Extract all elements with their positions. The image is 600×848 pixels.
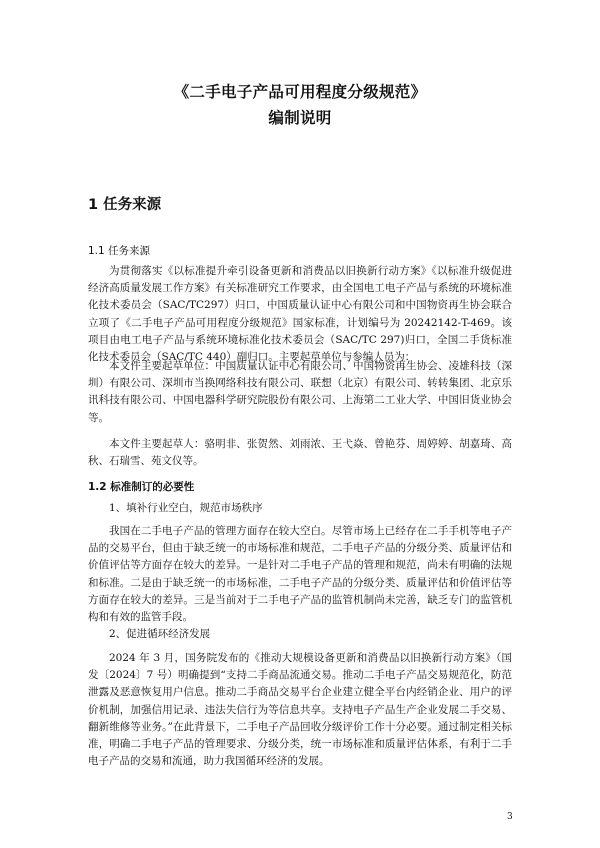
paragraph: 本文件主要起草人：骆明非、张贺然、刘雨浓、王弋焱、曾艳芬、周婷婷、胡嘉琦、高秋、石瑞雪、苑文仪等。: [88, 438, 512, 468]
page-number: 3: [507, 812, 513, 822]
section-heading: 1 任务来源: [88, 197, 162, 213]
subsection-heading: 1.1 任务来源: [88, 245, 151, 257]
paragraph: 2024 年 3 月，国务院发布的《推动大规模设备更新和消费品以旧换新行动方案》（国发〔2024〕7 号）明确提到“支持二手商品流通交易。推动二手电子产品交易规范化，防范泄露及恶意恢复用户信息。推动二手商品交易平台企业建立健全平台内经销企业、用户的评价机制，加强信用记录、违法失信行为等信息共享。支持电子产品生产企业发展二手交易、翻新维修等业务。”在此背景下，二手电子产品回收分级评价工作十分必要。通过制定相关标准，明确二手电子产品的管理要求、分级分类，统一市场标准和质量评估体系，有利于二手电子产品的交易和流通，助力我国循环经济的发展。: [88, 652, 512, 768]
paragraph: 我国在二手电子产品的管理方面存在较大空白。尽管市场上已经存在二手手机等电子产品的交易平台，但由于缺乏统一的市场标准和规范，二手电子产品的分级分类、质量评估和价值评估等方面存在较大的差异。一是针对二手电子产品的管理和规范，尚未有明确的法规和标准。二是由于缺乏统一的市场标准，二手电子产品的分级分类、质量评估和价值评估等方面存在较大的差异。三是当前对于二手电子产品的监管机制尚未完善，缺乏专门的监管机构和有效的监管手段。: [88, 525, 512, 624]
paragraph: 本文件主要起草单位：中国质量认证中心有限公司、中国物资再生协会、凌雄科技（深圳）有限公司、深圳市当换网络科技有限公司、联想（北京）有限公司、转转集团、北京乐讯科技有限公司、中国电器科学研究院股份有限公司、上海第二工业大学、中国旧货业协会等。: [88, 360, 512, 424]
paragraph: 为贯彻落实《以标准提升牵引设备更新和消费品以旧换新行动方案》《以标准升级促进经济高质量发展工作方案》有关标准研究工作要求，由全国电工电子产品与系统的环境标准化技术委员会（SAC/TC297）归口，中国质量认证中心有限公司和中国物资再生协会联合立项了《二手电子产品可用程度分级规范》国家标准，计划编号为 20242142-T-469。该项目由电工电子产品与系统环境标准化技术委员会（SAC/TC 297)归口，全国二手货标准化技术委员会（SAC/TC 440）副归口。主要起草单位与参编人员为：: [88, 265, 512, 364]
list-item: 2、促进循环经济发展: [109, 628, 211, 640]
subsection-heading: 1.2 标准制订的必要性: [88, 481, 195, 493]
list-item: 1、填补行业空白，规范市场秩序: [109, 502, 263, 514]
document-title: 《二手电子产品可用程度分级规范》: [173, 83, 427, 101]
document-subtitle: 编制说明: [268, 109, 332, 127]
